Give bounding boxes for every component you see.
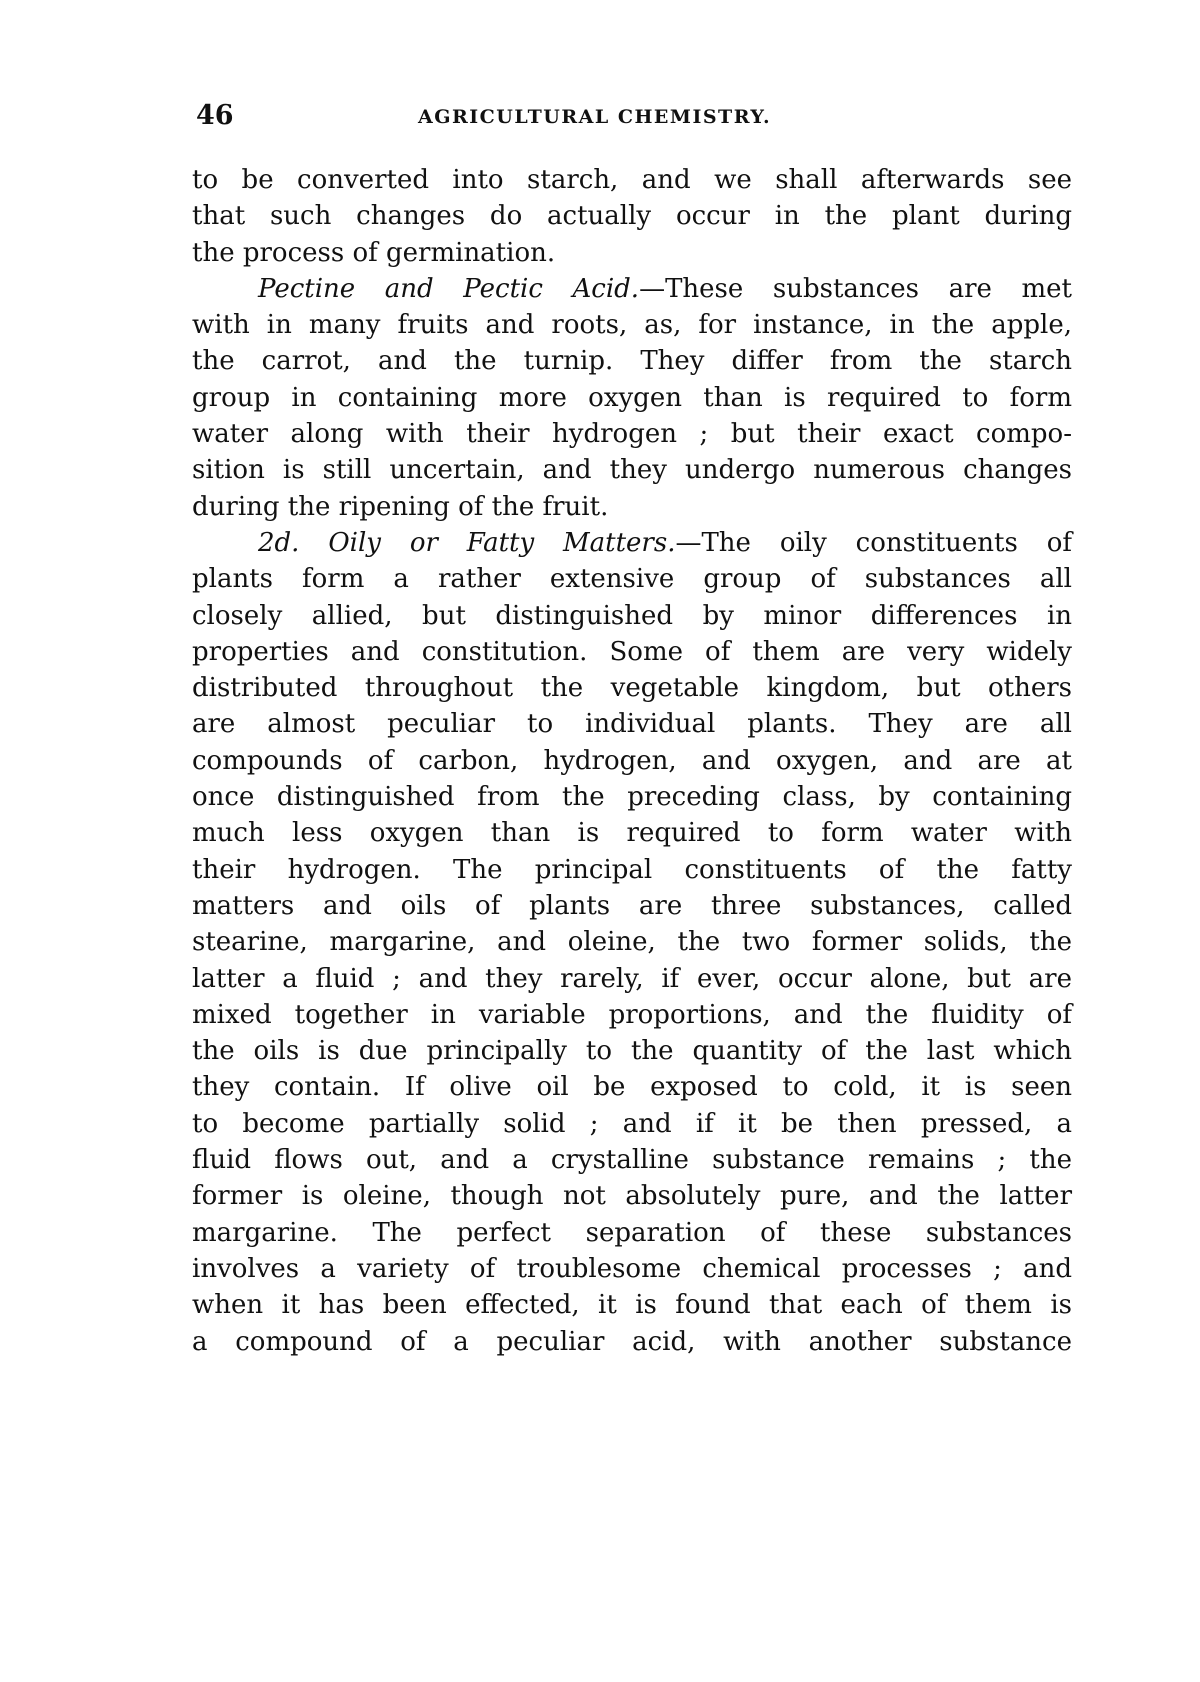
text-line [192,1251,1072,1287]
line-text: involves a variety of troublesome chemical processes ; and [192,1253,1072,1284]
line-text: much less oxygen than is required to form water with [192,818,1072,849]
text-line [192,670,1072,706]
text-line [192,779,1072,815]
text-line [192,198,1072,234]
text-line [192,706,1072,742]
line-text: once distinguished from the preceding class, by containing [192,782,1072,813]
text-line [192,997,1072,1033]
text-line [192,489,1072,525]
line-text: with in many fruits and roots, as, for instance, in the apple, [192,310,1072,341]
text-line [192,888,1072,924]
text-line [192,1324,1072,1360]
page-header [196,100,1074,140]
line-text: fluid flows out, and a crystalline substance remains ; the [192,1145,1072,1176]
line-text: to be converted into starch, and we shall afterwards see [192,165,1072,195]
text-line [192,1215,1072,1251]
text-line [192,1178,1072,1214]
line-text: plants form a rather extensive group of substances all [192,564,1072,595]
line-text: they contain. If olive oil be exposed to cold, it is seen [192,1072,1072,1103]
line-text: a compound of a peculiar acid, with another substance [192,1326,1072,1357]
text-line [192,961,1072,997]
line-text: when it has been effected, it is found that each of them is [192,1290,1072,1321]
line-text: group in containing more oxygen than is required to form [192,382,1072,413]
line-text: their hydrogen. The principal constituents of the fatty [192,854,1072,885]
line-text: stearine, margarine, and oleine, the two former solids, the [192,927,1072,958]
line-text: compounds of carbon, hydrogen, and oxygen, and are at [192,745,1072,776]
line-text: —The oily constituents of [675,527,1072,558]
line-text: properties and constitution. Some of them are very widely [192,636,1072,667]
page-number: 46 [196,100,234,131]
text-line [192,924,1072,960]
text-line [192,307,1072,343]
line-text: former is oleine, though not absolutely pure, and the latter [192,1181,1072,1212]
text-line [192,1033,1072,1069]
text-line [192,235,1072,271]
line-text: the process of germination. [192,237,556,268]
line-text: during the ripening of the fruit. [192,491,609,522]
text-line [192,271,1072,307]
text-line [192,343,1072,379]
text-line [192,1142,1072,1178]
text-line [192,1106,1072,1142]
line-text: matters and oils of plants are three substances, called [192,890,1072,921]
line-text: margarine. The perfect separation of these substances [192,1217,1072,1248]
line-text: water along with their hydrogen ; but their exact compo- [192,419,1072,450]
text-line [192,416,1072,452]
text-line [192,380,1072,416]
line-text: distributed throughout the vegetable kingdom, but others [192,673,1072,704]
line-text: sition is still uncertain, and they undergo numerous changes [192,455,1072,486]
line-text: latter a fluid ; and they rarely, if ever, occur alone, but are [192,963,1072,994]
text-line [192,852,1072,888]
line-text: to become partially solid ; and if it be then pressed, a [192,1108,1072,1139]
line-text: the oils is due principally to the quantity of the last which [192,1036,1072,1067]
line-text: mixed together in variable proportions, and the fluidity of [192,999,1072,1030]
text-line [192,162,1072,198]
text-line [192,634,1072,670]
text-line [192,525,1072,561]
section-heading: Pectine and Pectic Acid. [258,273,640,304]
text-line [192,452,1072,488]
text-line [192,815,1072,851]
line-text: closely allied, but distinguished by minor differences in [192,600,1072,631]
text-line [192,1287,1072,1323]
line-text: that such changes do actually occur in the plant during [192,201,1072,232]
line-text: the carrot, and the turnip. They differ from the starch [192,346,1072,377]
text-line [192,1069,1072,1105]
text-line [192,561,1072,597]
section-heading: 2d. Oily or Fatty Matters. [258,527,676,558]
body-text [192,162,1072,1360]
text-line [192,598,1072,634]
line-text: —These substances are met [639,273,1072,304]
line-text: are almost peculiar to individual plants. They are all [192,709,1072,740]
running-title: AGRICULTURAL CHEMISTRY. [418,106,772,128]
text-line [192,743,1072,779]
